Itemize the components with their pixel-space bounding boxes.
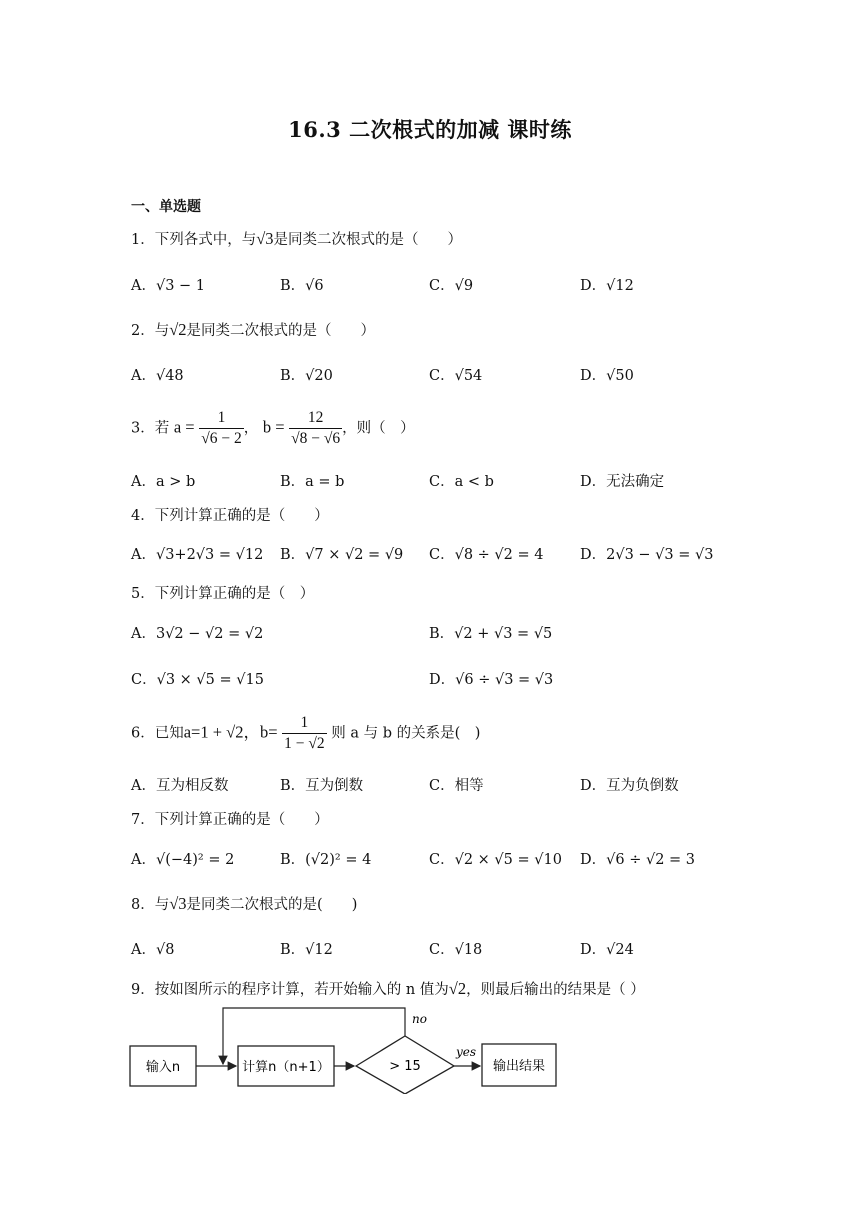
option-d: D．√50 <box>580 368 634 384</box>
option-b: B．(√2)² = 4 <box>280 852 372 868</box>
section-heading: 一、单选题 <box>131 199 201 215</box>
no-label: no <box>412 1012 427 1026</box>
option-b: B．√7 × √2 = √9 <box>280 547 404 563</box>
yes-label: yes <box>455 1045 477 1059</box>
denominator: 1 − √2 <box>284 735 325 752</box>
question-text: 是同类二次根式的是( ) <box>186 897 358 913</box>
option-d: D．无法确定 <box>580 474 665 490</box>
compute-label: 计算n（n+1） <box>242 1060 330 1075</box>
option-a: A．a > b <box>131 474 196 490</box>
option-a: A．√(−4)² = 2 <box>131 852 235 868</box>
question-math: b = <box>262 417 285 437</box>
option-d: D．√12 <box>580 278 634 294</box>
question-text: 9．按如图所示的程序计算，若开始输入的 n 值为 <box>131 982 449 998</box>
option-c: C．相等 <box>429 778 484 794</box>
option-c: C．√9 <box>429 278 474 294</box>
option-d: D．互为负倒数 <box>580 778 679 794</box>
question-math: a = <box>173 417 195 437</box>
question-math: √2 <box>169 320 187 339</box>
question-4: 4．下列计算正确的是（ ） <box>131 508 329 524</box>
option-b: B．√20 <box>280 368 333 384</box>
option-b: B．√6 <box>280 278 324 294</box>
denominator: √6 − 2 <box>201 430 242 447</box>
question-9 <box>131 977 645 1002</box>
option-c: C．√54 <box>429 368 483 384</box>
question-text: 1．下列各式中，与 <box>131 232 257 248</box>
program-flowchart <box>128 1006 560 1094</box>
option-b: B．a = b <box>280 474 345 490</box>
option-d: D．2√3 − √3 = √3 <box>580 547 714 563</box>
option-a: A．√3+2√3 = √12 <box>131 547 264 563</box>
question-3: 3．若 a = $\frac{1}{√6 - 2}$ ， b = $\frac{12}{√8 - √6}$ ，则（ ） <box>131 409 415 447</box>
question-text: 2．与 <box>131 323 170 339</box>
option-b: B．√2 + √3 = √5 <box>429 626 553 642</box>
input-label: 输入n <box>145 1060 181 1075</box>
option-c: C．√2 × √5 = √10 <box>429 852 562 868</box>
question-7: 7．下列计算正确的是（ ） <box>131 812 329 828</box>
fraction-b <box>289 408 342 449</box>
option-c: C．a < b <box>429 474 494 490</box>
question-8 <box>131 892 357 917</box>
question-text: 6．已知 <box>131 725 184 742</box>
question-text: 8．与 <box>131 897 170 913</box>
option-c: C．√8 ÷ √2 = 4 <box>429 547 544 563</box>
option-d: D．√6 ÷ √3 = √3 <box>429 672 554 688</box>
option-a: A．互为相反数 <box>131 778 229 794</box>
option-a: A．√8 <box>131 942 175 958</box>
fraction-a <box>199 408 244 449</box>
option-a: A．√48 <box>131 368 184 384</box>
question-2 <box>131 318 375 343</box>
question-text: 是同类二次根式的是（ ） <box>273 232 463 248</box>
question-math: a=1 + √2，b= <box>183 722 278 742</box>
question-math: √3 <box>169 894 187 913</box>
question-text: ，则（ ） <box>342 420 415 437</box>
option-d: D．√24 <box>580 942 634 958</box>
option-d: D．√6 ÷ √2 = 3 <box>580 852 696 868</box>
option-a: A．3√2 − √2 = √2 <box>131 626 264 642</box>
option-b: B．√12 <box>280 942 333 958</box>
question-5: 5．下列计算正确的是（ ） <box>131 586 315 602</box>
numerator: 1 <box>282 713 327 734</box>
question-text: 3．若 <box>131 420 170 437</box>
question-math: √2 <box>448 979 467 998</box>
question-text: 则 a 与 b 的关系是( ) <box>331 725 481 742</box>
output-label: 输出结果 <box>492 1059 546 1074</box>
question-1 <box>131 227 462 252</box>
question-text: ，则最后输出的结果是（ ） <box>466 982 645 998</box>
option-c: C．√3 × √5 = √15 <box>131 672 264 688</box>
denominator: √8 − √6 <box>291 430 341 447</box>
page-title: 16.3 二次根式的加减 课时练 <box>288 117 572 142</box>
numerator: 1 <box>199 408 244 429</box>
question-6 <box>131 713 480 754</box>
question-math: √3 <box>256 229 274 248</box>
numerator: 12 <box>289 408 342 429</box>
fraction-b <box>282 713 327 754</box>
option-c: C．√18 <box>429 942 483 958</box>
option-b: B．互为倒数 <box>280 778 364 794</box>
question-text: 是同类二次根式的是（ ） <box>186 323 376 339</box>
option-a: A．√3 − 1 <box>131 278 206 294</box>
condition-label: > 15 <box>389 1059 421 1074</box>
